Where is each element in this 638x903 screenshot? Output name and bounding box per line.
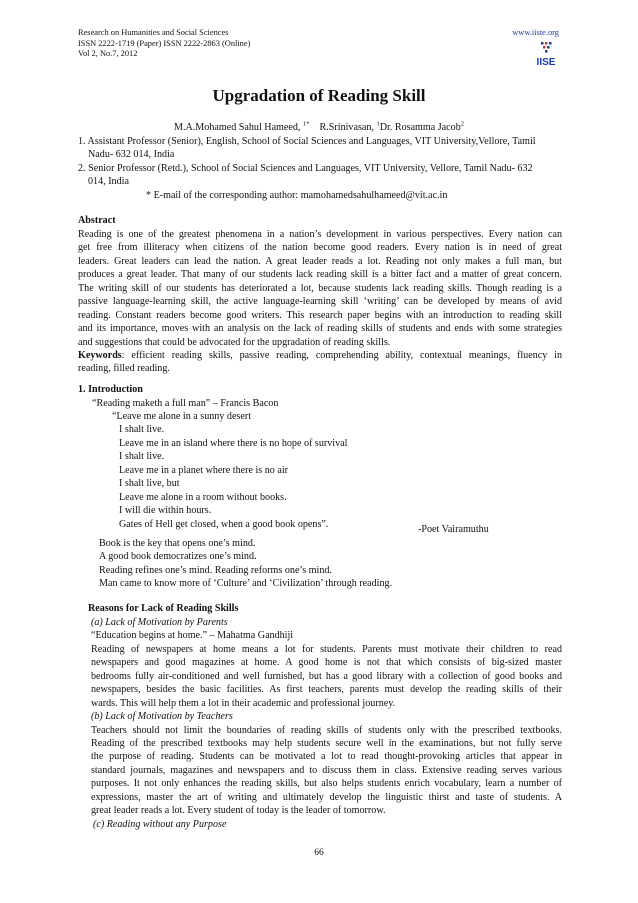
subsection-b-heading: (b) Lack of Motivation by Teachers: [91, 711, 233, 723]
poem-line: “Leave me alone in a sunny desert: [112, 411, 252, 422]
poem-line: I shalt live.: [119, 424, 165, 436]
intro-line: A good book democratizes one’s mind.: [99, 551, 257, 563]
abstract-line: Reading is one of the greatest phenomena in a nation’s development in various perspectives. Every nation can: [78, 229, 562, 240]
journal-website-link[interactable]: www.iiste.org: [512, 28, 559, 37]
affiliation-line: 2. Senior Professor (Retd.), School of Social Sciences and Languages, VIT University, Vellore, Tamil Nadu- 632: [78, 162, 533, 174]
subsection-a-heading: (a) Lack of Motivation by Parents: [91, 617, 228, 628]
keywords-label: Keywords: [78, 349, 122, 361]
para-a-line: wards. This will help them a lot in their academic and professional journey.: [91, 697, 396, 709]
introduction-heading: 1. Introduction: [78, 384, 143, 395]
journal-header: [78, 28, 250, 60]
para-a-line: newspapers and good magazines at home. A good home is not that which consists of big-sized master: [91, 657, 562, 669]
reasons-heading: Reasons for Lack of Reading Skills: [88, 603, 239, 614]
para-b-line: Teachers should not limit the boundaries of reading skills of students only with the prescribed textbooks.: [91, 724, 562, 736]
poem-attribution: -Poet Vairamuthu: [418, 524, 489, 535]
abstract-line: passive language-learning skill, the active language-learning skill ‘writing’ can be developed by means of avid: [78, 296, 562, 308]
author-3: Dr. Rosamma Jacob: [379, 122, 461, 133]
para-b-line: expressions, master the art of writing and ultimately develop the linguistic thirst and taste of students. A: [91, 791, 562, 803]
author-2: R.Srinivasan,: [319, 122, 377, 133]
para-b-line: purposes. It not only enhances the reading skills, but also helps students enrich vocabulary, learn a number of: [91, 778, 562, 790]
intro-line: Book is the key that opens one’s mind.: [99, 538, 256, 549]
keywords-line: Keywords: efficient reading skills, passive reading, comprehending ability, contextual meanings, fluency in: [78, 349, 562, 361]
bacon-quote: “Reading maketh a full man” – Francis Bacon: [92, 398, 279, 409]
paper-title: Upgradation of Reading Skill: [212, 86, 426, 105]
journal-volume: Vol 2, No.7, 2012: [78, 49, 138, 59]
abstract-line: produces a great leader. That many of our students lack reading skill is a bitter fact and a matter of great concern.: [78, 269, 562, 281]
poem-line: I will die within hours.: [119, 505, 212, 517]
iiste-logo-icon: [532, 41, 560, 67]
reasons-section: [91, 616, 562, 831]
gandhi-quote: “Education begins at home.” – Mahatma Gandhiji: [91, 630, 294, 642]
journal-name: Research on Humanities and Social Sciences: [78, 28, 229, 37]
affiliation-line: 1. Assistant Professor (Senior), English, School of Social Sciences and Languages, VIT University,Vellore, Tamil: [78, 136, 536, 147]
abstract-body: [78, 228, 562, 376]
poem: [112, 410, 512, 531]
poem-line: Leave me in an island where there is no hope of survival: [119, 437, 348, 449]
poem-line: I shalt live, but: [119, 478, 180, 490]
para-b-line: the purpose of reading. Students can be motivated a lot to read thought-provoking articles that appear in: [91, 751, 562, 763]
affiliations: [78, 135, 562, 189]
author-line: M.A.Mohamed Sahul Hameed, $^{1*}$ R.Srinivasan, $^1$Dr. Rosamma Jacob$^2$: [174, 120, 464, 133]
poem-line: Leave me in a planet where there is no air: [119, 464, 288, 476]
poem-line: Leave me alone in a room without books.: [119, 491, 287, 503]
para-b-line: standard journals, magazines and newspapers and to discuss them in class. Extensive reading serves various: [91, 764, 562, 776]
para-b-line: great leader reads a lot. Every student of today is the leader of tomorrow.: [91, 805, 386, 817]
intro-lines: [99, 537, 559, 591]
para-b-line: Reading of the prescribed textbooks may help students secure well in the examinations, but not fully serve: [91, 738, 562, 749]
author-1: M.A.Mohamed Sahul Hameed,: [174, 122, 303, 133]
keywords-line: reading, filled reading.: [78, 363, 170, 375]
logo-text: IISE: [536, 57, 556, 67]
affiliation-line: Nadu- 632 014, India: [88, 149, 175, 161]
para-a-line: newspapers, besides the basic facilities. As first teachers, parents must develop the reading skills of their: [91, 684, 562, 696]
page-number: 66: [314, 848, 324, 858]
poem-line: I shalt live.: [119, 451, 165, 463]
para-a-line: bedrooms fully air-conditioned and well furnished, but has a good library with a collection of good books and: [91, 670, 562, 682]
abstract-line: and its importance, moves with an analysis on the lack of reading skills of students and ends with some strategies: [78, 323, 562, 335]
intro-line: Man came to know more of ‘Culture’ and ‘Civilization’ through reading.: [99, 578, 393, 590]
intro-line: Reading refines one’s mind. Reading reforms one’s mind.: [99, 564, 332, 576]
poem-line: Gates of Hell get closed, when a good book opens”.: [119, 518, 329, 530]
corresponding-email: * E-mail of the corresponding author: mamohamedsahulhameed@vit.ac.in: [146, 190, 448, 201]
abstract-line: get free from illiteracy when citizens of the nation become good readers. Every nation is in need of great: [78, 242, 562, 254]
abstract-line: and suggestions that could be advocated for the upgradation of reading skills.: [78, 336, 391, 348]
journal-issn: ISSN 2222-1719 (Paper) ISSN 2222-2863 (Online): [78, 38, 251, 48]
abstract-line: reading. Constant readers become good writers. This research paper begins with an introduction to reading skill: [78, 309, 562, 321]
abstract-line: leaders. Great leaders can lead the nation. A great leader reads a lot. Reading not only makes a full man, but: [78, 255, 562, 267]
subsection-c-heading: (c) Reading without any Purpose: [93, 818, 227, 830]
para-a-line: Reading of newspapers at home means a lot for students. Parents must motivate their children to read: [91, 643, 562, 655]
abstract-line: The writing skill of our students has deteriorated a lot, because students lack reading skills. Though reading is a: [78, 282, 562, 294]
abstract-heading: Abstract: [78, 215, 116, 226]
affiliation-line: 014, India: [88, 176, 129, 188]
